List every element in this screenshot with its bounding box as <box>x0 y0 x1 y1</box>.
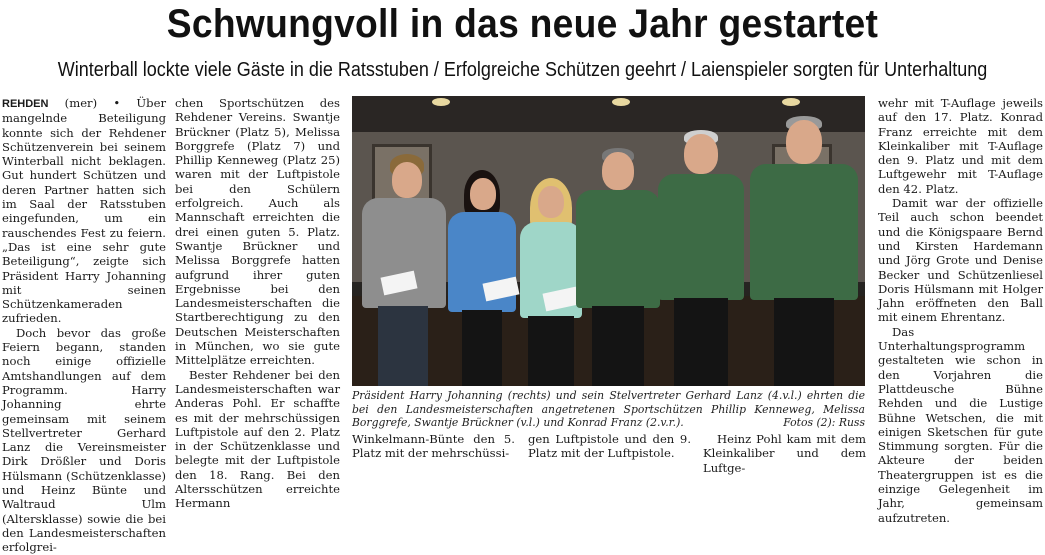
article-column-6 <box>878 96 1043 525</box>
article-column-2 <box>175 96 340 511</box>
headline: Schwungvoll in das neue Jahr gestartet <box>166 2 879 46</box>
article-column-4 <box>528 387 691 471</box>
person-harry-johanning <box>748 116 860 386</box>
photo-credit: Fotos (2): Russ <box>783 416 865 430</box>
paragraph: Bester Rehdener bei den Landesmeisterschaften war Anderas Pohl. Er schaffte es mit der mehrschüssigen Luftpistole auf den 2. Platz in der Schützenklasse und belegte mit der Luftpistole den 18. Rang. Bei den Altersschützen erreichte Hermann <box>175 367 340 511</box>
article-column-5 <box>703 387 866 475</box>
subheadline: Winterball lockte viele Gäste in die Ratsstuben / Erfolgreiche Schützen geehrt / Laienspieler sorgten für Unterhaltung <box>57 59 988 81</box>
dateline: REHDEN <box>2 98 49 110</box>
caption-text: Präsident Harry Johanning (rechts) und sein Stelvertreter Gerhard Lanz (4.v.l.) ehrten die bei den Landesmeisterschaften angetretenen Sportschützen Phillip Kenneweg, Melissa Borggrefe, Swantje Brückner (v.l.) und Konrad Franz (2.v.r.). <box>352 389 865 430</box>
paragraph: chen Sportschützen des Rehdener Vereins. Swantje Brückner (Platz 5), Melissa Borggrefe (Platz 7) und Phillip Kenneweg (Platz 25) waren mit der Luftpistole bei den Schülern erfolgreich. Auch als Mannschaft erreichten die drei einen guten 5. Platz. Swantje Brückner und Melissa Borggrefe hatten aufgrund ihrer guten Ergebnisse bei den Landesmeisterschaften die Startberechtigung zu den Deutschen Meisterschaften in München, wo sie gute Mittelplätze erreichten. <box>175 96 340 368</box>
person-konrad-franz <box>656 130 746 386</box>
paragraph: Doch bevor das große Feiern begann, standen noch einige offizielle Amtshandlungen auf dem Programm. Harry Johanning ehrte gemeinsam mit seinem Stellvertreter Gerhard Lanz die Vereinsmeister Dirk Drößler und Doris Hülsmann (Schützenklasse) und Heinz Bünte und Waltraud Ulm (Altersklasse) sowie die bei den Landesmeisterschaften erfolgrei- <box>2 325 166 555</box>
paragraph: wehr mit T-Auflage jeweils auf den 17. Platz. Konrad Franz erreichte mit dem Kleinkaliber mit T-Auflage den 9. Platz und mit dem Luftgewehr mit T-Auflage den 42. Platz. <box>878 96 1043 196</box>
ceiling-lamp <box>612 98 630 106</box>
paragraph: Damit war der offizielle Teil auch schon beendet und die Königspaare Bernd und Kirsten Hardemann und Jörg Grote und Denise Becker und Schützenliesel Doris Hülsmann mit Holger Jahn eröffneten den Ball mit einem Ehrentanz. <box>878 196 1043 325</box>
paragraph: (mer) • Über mangelnde Beteiligung konnte sich der Rehdener Schützenverein bei seinem Winterball nicht beklagen. Gut hundert Schützen und deren Partner hatten sich im Saal der Ratsstuben eingefunden, um ein rauschendes Fest zu feiern. „Das ist eine sehr gute Beteiligung“, zeigte sich Präsident Harry Johanning mit seinen Schützenkameraden zufrieden. <box>2 96 166 326</box>
ceiling-lamp <box>432 98 450 106</box>
paragraph: Heinz Pohl kam mit dem Kleinkaliber und dem Luftge- <box>703 432 866 475</box>
person-melissa <box>444 170 520 386</box>
paragraph: Winkelmann-Bünte den 5. Platz mit der mehrschüssi- <box>352 432 515 461</box>
article-column-3 <box>352 387 515 471</box>
ceiling-lamp <box>782 98 800 106</box>
group-photo <box>352 96 865 386</box>
paragraph: Das Unterhaltungsprogramm gestalteten wie schon in den Vorjahren die Plattdeusche Bühne Rehden und die Lustige Bühne Wetschen, die mit einigen Sketschen für gute Stimmung sorgten. Für die Akteure der beiden Theatergruppen ist es die einzige Gelegenheit im Jahr, gemeinsam aufzutreten. <box>878 324 1043 525</box>
paragraph: gen Luftpistole und den 9. Platz mit der Luftpistole. <box>528 432 691 461</box>
person-gerhard-lanz <box>574 148 662 386</box>
article-column-1 <box>2 96 166 555</box>
person-phillip <box>356 154 446 386</box>
